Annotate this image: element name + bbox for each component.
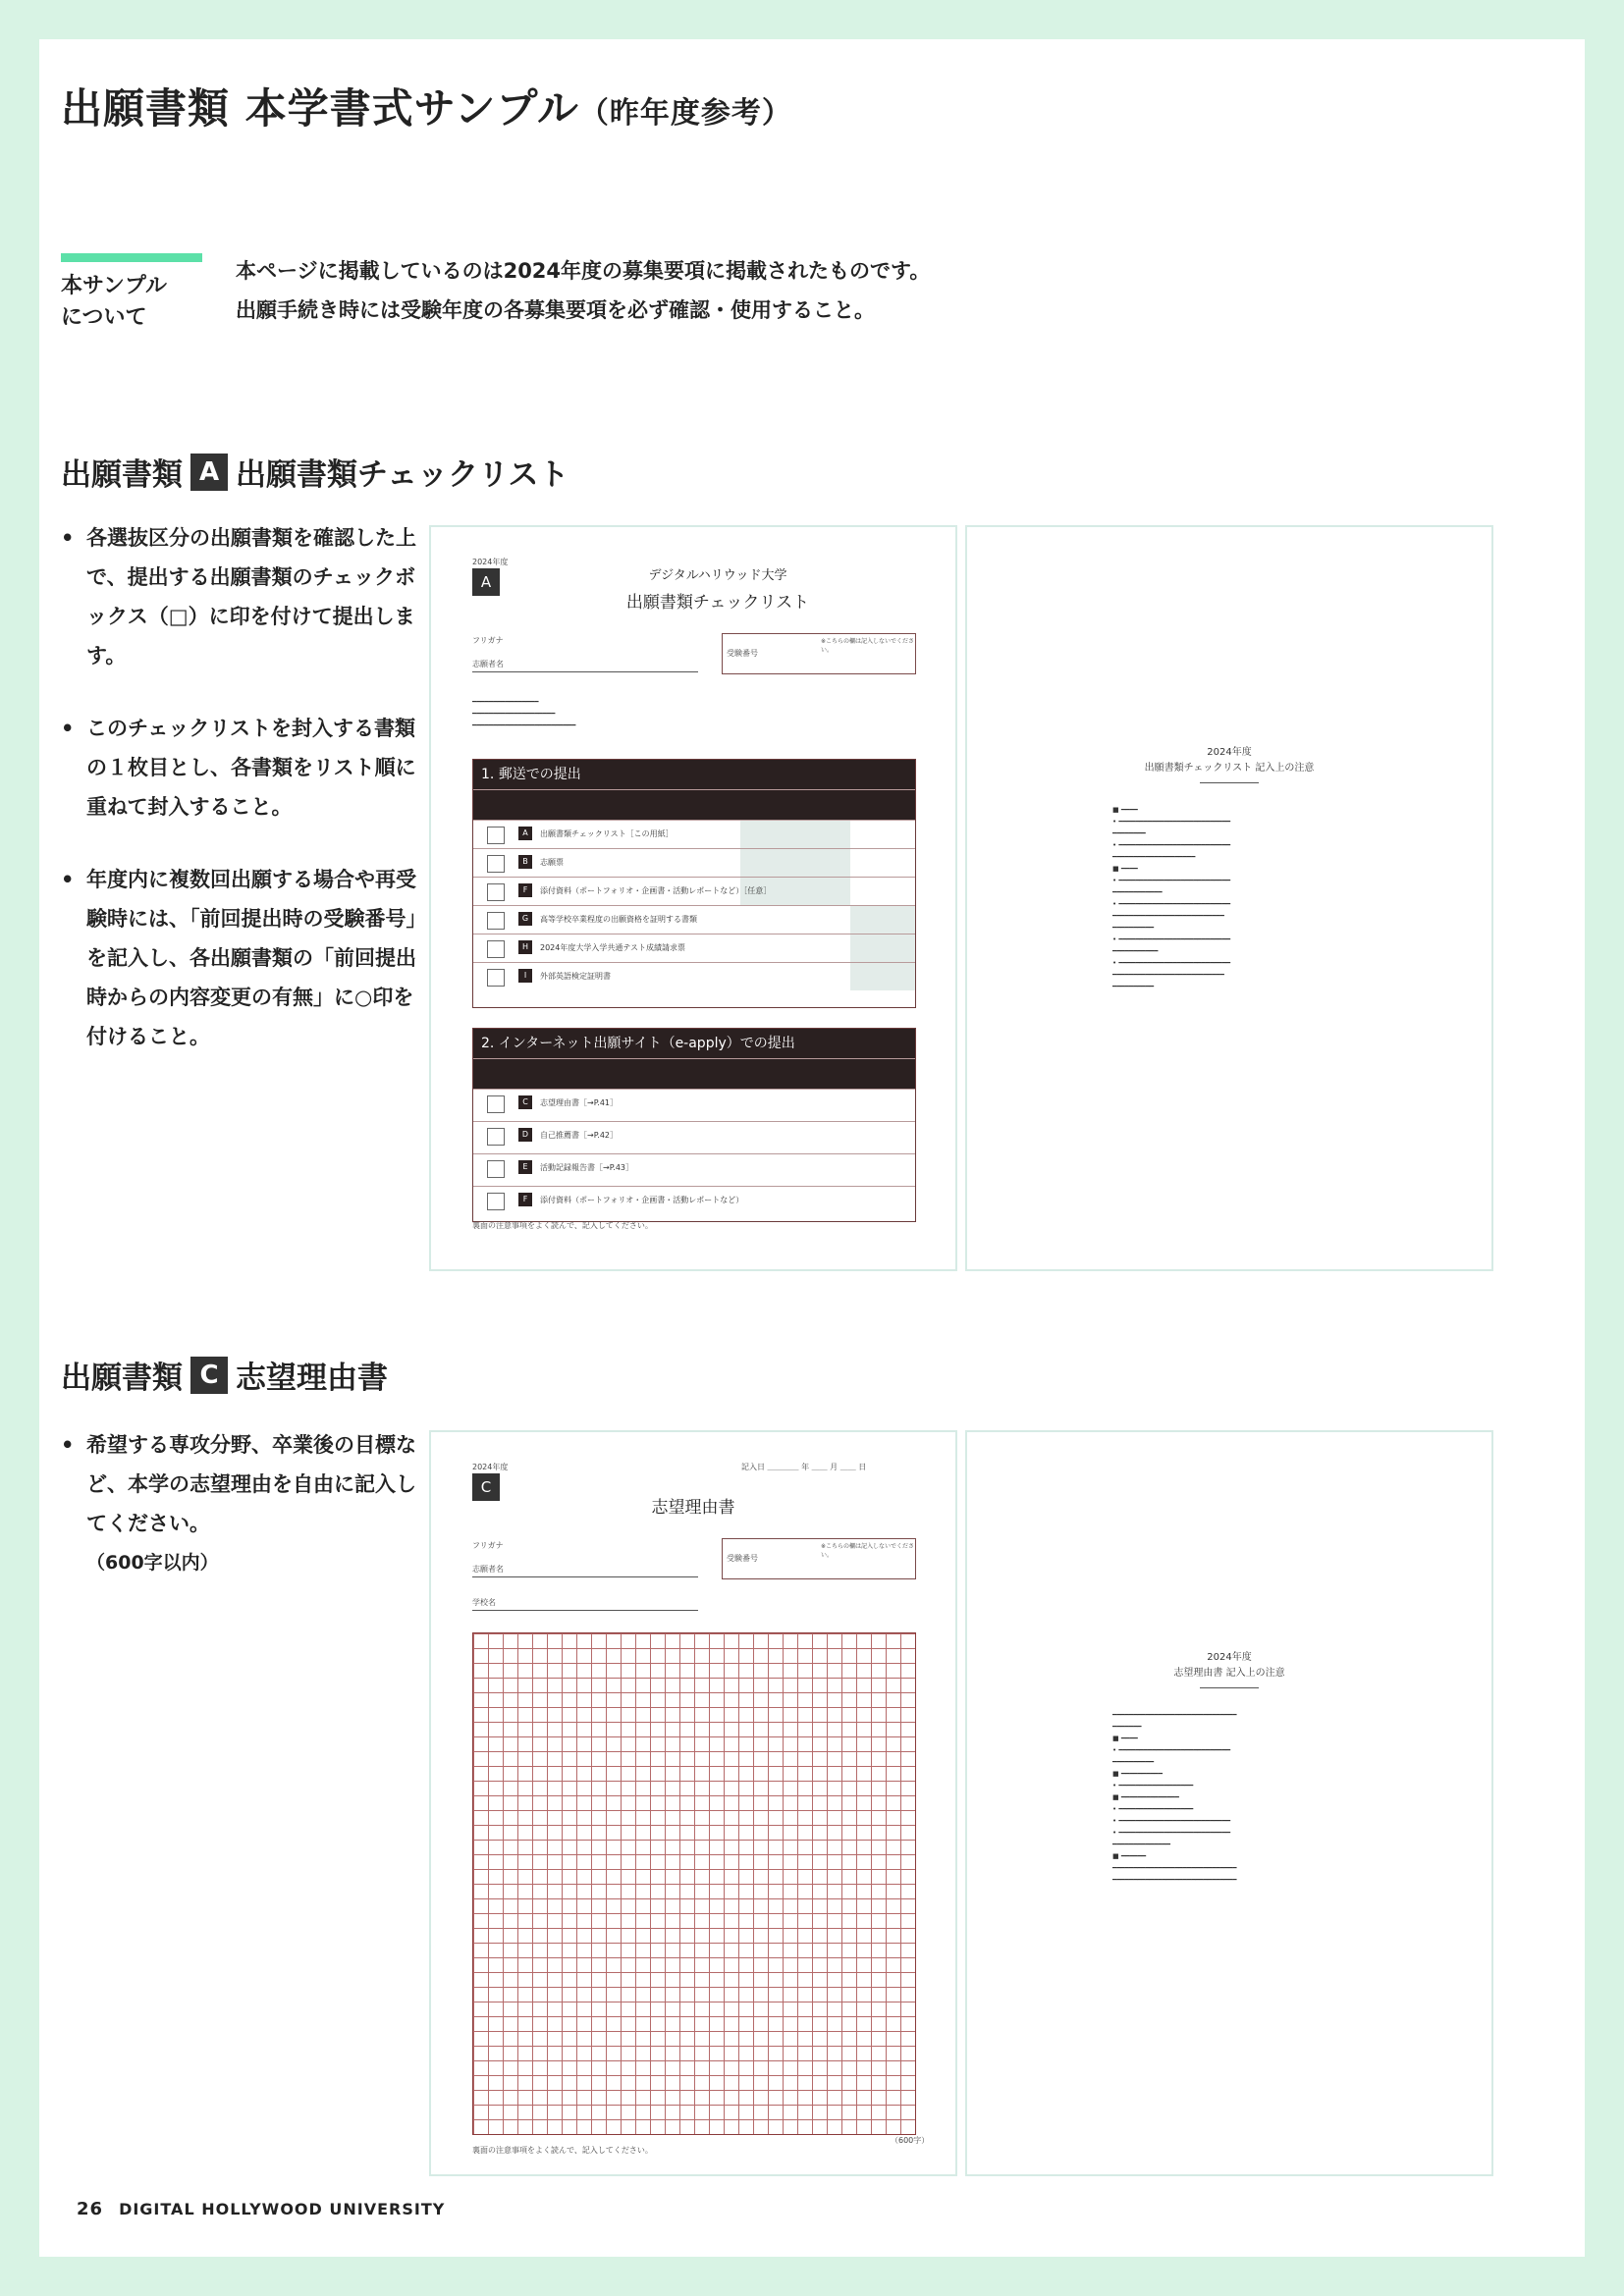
about-label — [61, 271, 167, 334]
row-text: 志望理由書［→P.41］ — [540, 1098, 619, 1107]
table-row — [473, 1089, 915, 1121]
school-line — [472, 1610, 698, 1611]
furigana-label: フリガナ — [472, 1541, 504, 1550]
row-text: 添付資料（ポートフォリオ・企画書・活動レポートなど）［任意］ — [540, 886, 772, 895]
title-sub: （昨年度参考） — [578, 96, 792, 131]
section-c-name: 志望理由書 — [236, 1361, 388, 1396]
about-text — [236, 251, 930, 330]
checklist-form-front — [429, 525, 957, 1271]
instructions-block: ━━━━━━━━━━━━━━━━ ━━━━━━━━━━━━━━━━━━━━ ━━━━━━━━━━━━━━━━━━━━━━━━━ — [472, 698, 576, 729]
table-online-title: 2. インターネット出願サイト（e-apply）での提出 — [473, 1029, 915, 1058]
exam-label: 受験番号 — [727, 649, 758, 658]
table-row — [473, 1121, 915, 1153]
row-text: 高等学校卒業程度の出願資格を証明する書類 — [540, 915, 697, 924]
back-title-rule — [1200, 782, 1259, 783]
doc-badge: A — [472, 568, 500, 596]
character-limit-note: （600字以内） — [86, 1552, 219, 1574]
row-text: 活動記録報告書［→P.43］ — [540, 1163, 634, 1172]
doc-university: デジタルハリウッド大学 — [648, 568, 787, 583]
checkbox[interactable] — [487, 1095, 505, 1113]
section-a-bullets — [61, 518, 424, 1090]
checkbox[interactable] — [487, 855, 505, 873]
doc-footer-note: 裏面の注意事項をよく読んで、記入してください。 — [472, 2146, 653, 2155]
about-label-line2: について — [61, 305, 147, 330]
table-row — [473, 877, 915, 905]
back-title: 志望理由書 記入上の注意 — [1173, 1668, 1285, 1679]
doc-title: 志望理由書 — [651, 1498, 735, 1518]
exam-number-box — [722, 633, 916, 674]
row-letter: A — [518, 827, 532, 840]
checkbox[interactable] — [487, 827, 505, 844]
char-count: （600字） — [891, 2136, 930, 2145]
row-text: 出願書類チェックリスト［この用紙］ — [540, 829, 674, 838]
row-letter: C — [518, 1095, 532, 1109]
school-label: 学校名 — [472, 1598, 496, 1607]
table-row — [473, 820, 915, 848]
section-c-badge: C — [190, 1357, 228, 1394]
exam-label: 受験番号 — [727, 1554, 758, 1563]
row-letter: I — [518, 969, 532, 983]
table-online — [472, 1028, 916, 1222]
checkbox[interactable] — [487, 1193, 505, 1210]
table-row — [473, 1186, 915, 1218]
back-notes: ━━━━━━━━━━━━━━━━━━━━━━━━━━━━━━ ━━━━━━━ ■ ━━━━ • ━━━━━━━━━━━━━━━━━━━━━━━━━━━ ━━━━━━━━━━ ■ ━━━━━━━━━━ • ━━━━━━━━━━━━━━━━━━ ■ ━━━━━━━━━━━━━━ • ━━━━━━━━━━━━━━━━━━ • ━━━━━━━━━━━━━━━━━━━━━━━━━━━ • ━━━━━━━━━━━━━━━━━━━━━━━━━━━ ━━━━━━━━━━━━━━ ■ ━━━━━━ ━━━━━━━━━━━━━━━━━━━━━━━━━━━━━━ ━━━━━━━━━━━━━━━━━━━━━━━━━━━━━━ — [1112, 1711, 1237, 1884]
title-main: 出願書類 本学書式サンプル — [61, 84, 579, 133]
bullet-item: • 希望する専攻分野、卒業後の目標など、本学の志望理由を自由に記入してください。 — [61, 1425, 424, 1543]
section-a-prefix: 出願書類 — [61, 457, 183, 493]
row-letter: D — [518, 1128, 532, 1142]
table-row — [473, 1153, 915, 1186]
section-a-heading — [61, 450, 568, 494]
doc-badge: C — [472, 1473, 500, 1501]
bullet-item: • このチェックリストを封入する書類の１枚目とし、各書類をリスト順に重ねて封入すること。 — [61, 709, 424, 827]
date-line: 記入日 ＿＿＿＿ 年 ＿＿ 月 ＿＿ 日 — [741, 1463, 867, 1471]
table-postal-title: 1. 郵送での提出 — [473, 760, 915, 789]
name-label: 志願者名 — [472, 660, 504, 668]
checklist-form-back — [965, 525, 1493, 1271]
table-header-row — [473, 1058, 915, 1089]
back-title-rule — [1200, 1687, 1259, 1688]
checkbox[interactable] — [487, 1128, 505, 1146]
footer-brand: DIGITAL HOLLYWOOD UNIVERSITY — [119, 2200, 446, 2218]
doc-footer-note: 裏面の注意事項をよく読んで、記入してください。 — [472, 1221, 653, 1230]
page-number: 26 — [77, 2199, 104, 2219]
checkbox[interactable] — [487, 912, 505, 930]
row-letter: F — [518, 883, 532, 897]
row-text: 添付資料（ポートフォリオ・企画書・活動レポートなど） — [540, 1196, 744, 1204]
checkbox[interactable] — [487, 1160, 505, 1178]
name-line — [472, 671, 698, 672]
row-text: 志願票 — [540, 858, 564, 867]
writing-grid[interactable] — [472, 1632, 916, 2135]
about-text-line2: 出願手続き時には受験年度の各募集要項を必ず確認・使用すること。 — [236, 298, 875, 322]
back-year: 2024年度 — [1207, 747, 1252, 758]
row-text: 自己推薦書［→P.42］ — [540, 1131, 619, 1140]
doc-year: 2024年度 — [472, 558, 509, 566]
section-a-badge: A — [190, 454, 228, 491]
section-a-name: 出願書類チェックリスト — [236, 457, 569, 493]
page-title — [61, 77, 792, 135]
section-c-heading — [61, 1353, 388, 1397]
table-row — [473, 848, 915, 877]
checkbox[interactable] — [487, 969, 505, 987]
table-postal — [472, 759, 916, 1008]
back-year: 2024年度 — [1207, 1652, 1252, 1663]
table-row — [473, 934, 915, 962]
table-row — [473, 962, 915, 990]
exam-note: ※こちらの欄は記入しないでください。 — [821, 1543, 915, 1559]
bullet-item: • 各選抜区分の出願書類を確認した上で、提出する出願書類のチェックボックス（□）に印を付けて提出します。 — [61, 518, 424, 675]
back-notes: ■ ━━━━ • ━━━━━━━━━━━━━━━━━━━━━━━━━━━ ━━━━━━━━ • ━━━━━━━━━━━━━━━━━━━━━━━━━━━ ━━━━━━━━━━━━━━━━━━━━ ■ ━━━━ • ━━━━━━━━━━━━━━━━━━━━━━━━━━━ ━━━━━━━━━━━━ • ━━━━━━━━━━━━━━━━━━━━━━━━━━━ ━━━━━━━━━━━━━━━━━━━━━━━━━━━ ━━━━━━━━━━ • ━━━━━━━━━━━━━━━━━━━━━━━━━━━ ━━━━━━━━━━━ • ━━━━━━━━━━━━━━━━━━━━━━━━━━━ ━━━━━━━━━━━━━━━━━━━━━━━━━━━ ━━━━━━━━━━ — [1112, 806, 1231, 990]
section-c-prefix: 出願書類 — [61, 1361, 183, 1396]
back-title: 出願書類チェックリスト 記入上の注意 — [1144, 763, 1315, 774]
row-letter: B — [518, 855, 532, 869]
doc-title: 出願書類チェックリスト — [625, 593, 810, 613]
section-c-bullets — [61, 1425, 424, 1582]
exam-note: ※こちらの欄は記入しないでください。 — [821, 638, 915, 654]
row-letter: F — [518, 1193, 532, 1206]
about-label-line1: 本サンプル — [61, 274, 168, 298]
statement-form-back — [965, 1430, 1493, 2176]
about-text-line1: 本ページに掲載しているのは2024年度の募集要項に掲載されたものです。 — [236, 259, 931, 283]
table-row — [473, 905, 915, 934]
accent-bar — [61, 253, 202, 262]
row-letter: G — [518, 912, 532, 926]
row-letter: H — [518, 940, 532, 954]
table-header-row — [473, 789, 915, 820]
bullet-item: • 年度内に複数回出願する場合や再受験時には、「前回提出時の受験番号」を記入し、各出願書類の「前回提出時からの内容変更の有無」に○印を付けること。 — [61, 860, 424, 1056]
row-letter: E — [518, 1160, 532, 1174]
row-text: 外部英語検定証明書 — [540, 972, 611, 981]
checkbox[interactable] — [487, 883, 505, 901]
statement-form-front — [429, 1430, 957, 2176]
doc-year: 2024年度 — [472, 1463, 509, 1471]
row-text: 2024年度大学入学共通テスト成績請求票 — [540, 943, 686, 952]
name-line — [472, 1576, 698, 1577]
checkbox[interactable] — [487, 940, 505, 958]
furigana-label: フリガナ — [472, 636, 504, 645]
name-label: 志願者名 — [472, 1565, 504, 1574]
page-footer — [77, 2199, 445, 2219]
exam-number-box — [722, 1538, 916, 1579]
